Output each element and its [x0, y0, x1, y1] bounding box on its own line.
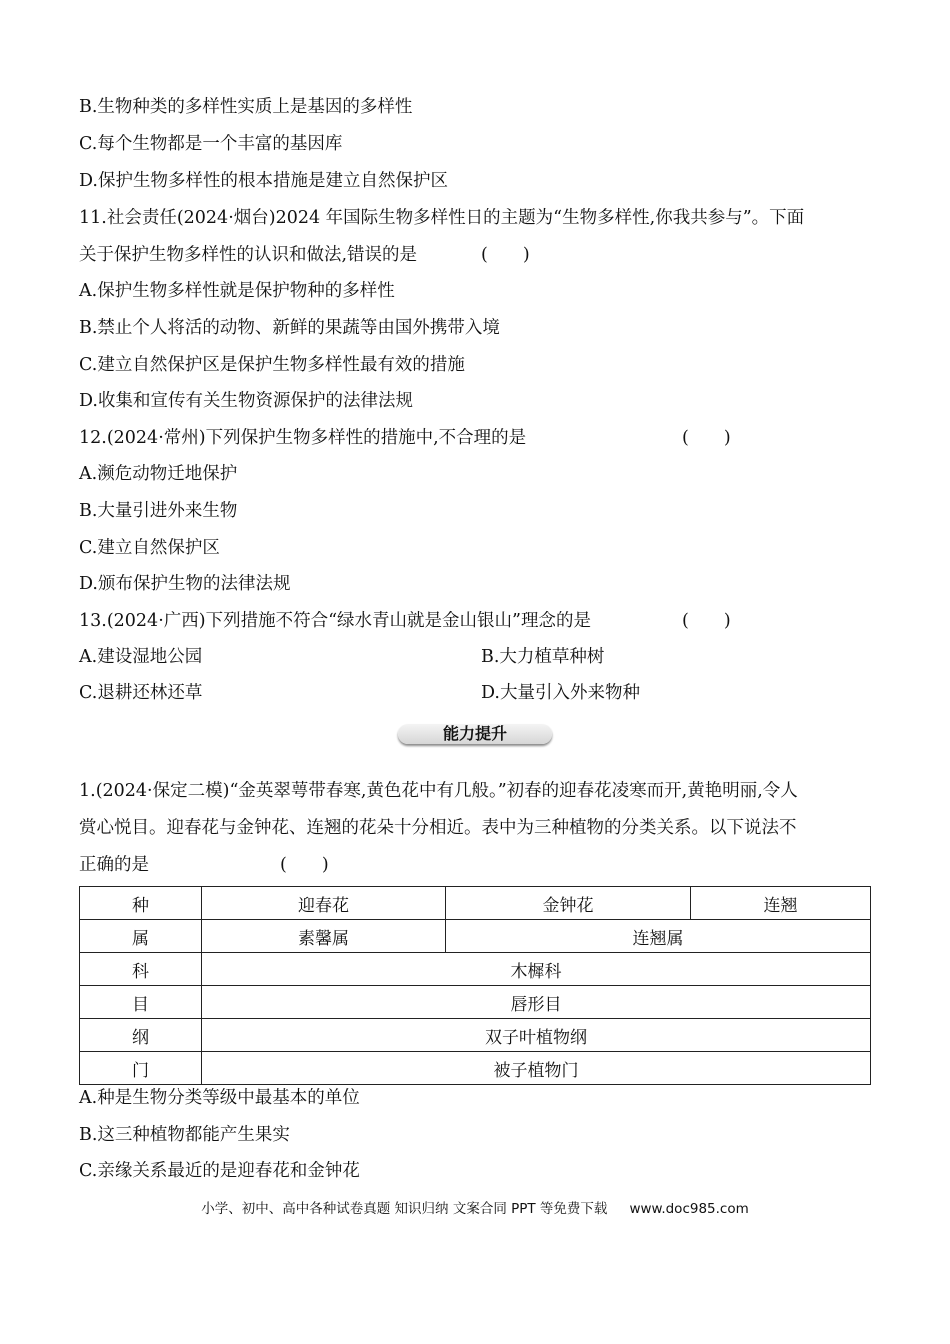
table-cell: 被子植物门 — [202, 1052, 871, 1085]
question-12-option-b: B.大量引进外来生物 — [79, 501, 238, 521]
question-11-option-a: A.保护生物多样性就是保护物种的多样性 — [79, 281, 395, 301]
table-cell: 连翘属 — [446, 920, 871, 953]
question-12-option-a: A.濒危动物迁地保护 — [79, 464, 238, 484]
ability-question-1-option-b: B.这三种植物都能产生果实 — [79, 1125, 290, 1145]
table-cell: 唇形目 — [202, 986, 871, 1019]
footer-text: 小学、初中、高中各种试卷真题 知识归纳 文案合同 PPT 等免费下载 — [201, 1201, 608, 1217]
option-d-prev: D.保护生物多样性的根本措施是建立自然保护区 — [79, 171, 448, 191]
rank-cell: 目 — [80, 986, 202, 1019]
table-row — [80, 887, 871, 920]
footer-site-link[interactable]: www.doc985.com — [629, 1201, 749, 1217]
table-cell: 木樨科 — [202, 953, 871, 986]
question-12-option-c: C.建立自然保护区 — [79, 538, 220, 558]
table-cell: 迎春花 — [202, 887, 446, 920]
question-13-option-b: B.大力植草种树 — [481, 647, 605, 667]
question-11-option-b: B.禁止个人将活的动物、新鲜的果蔬等由国外携带入境 — [79, 318, 500, 338]
table-row — [80, 1019, 871, 1052]
question-11-option-d: D.收集和宣传有关生物资源保护的法律法规 — [79, 391, 413, 411]
question-11-answer-paren: ( ) — [481, 245, 530, 265]
ability-question-1-stem-line1: 1.(2024·保定二模)“金英翠萼带春寒,黄色花中有几般。”初春的迎春花凌寒而开,黄艳明丽,令人 — [79, 781, 798, 801]
question-11-stem-line1: 11.社会责任(2024·烟台)2024 年国际生物多样性日的主题为“生物多样性,你我共参与”。下面 — [79, 208, 805, 228]
table-row — [80, 986, 871, 1019]
ability-question-1-answer-paren: ( ) — [280, 855, 329, 875]
question-12-option-d: D.颁布保护生物的法律法规 — [79, 574, 291, 594]
rank-cell: 科 — [80, 953, 202, 986]
table-row — [80, 953, 871, 986]
ability-question-1-option-c: C.亲缘关系最近的是迎春花和金钟花 — [79, 1161, 360, 1181]
rank-cell: 门 — [80, 1052, 202, 1085]
ability-question-1-option-a: A.种是生物分类等级中最基本的单位 — [79, 1088, 360, 1108]
rank-cell: 属 — [80, 920, 202, 953]
rank-cell: 纲 — [80, 1019, 202, 1052]
question-11-option-c: C.建立自然保护区是保护生物多样性最有效的措施 — [79, 355, 465, 375]
classification-table — [79, 886, 871, 1085]
question-11-stem-line2: 关于保护生物多样性的认识和做法,错误的是 — [79, 245, 418, 265]
page-footer — [0, 1197, 950, 1217]
table-cell: 金钟花 — [446, 887, 691, 920]
table-cell: 素馨属 — [202, 920, 446, 953]
table-cell: 双子叶植物纲 — [202, 1019, 871, 1052]
question-12-answer-paren: ( ) — [682, 428, 731, 448]
option-b-prev: B.生物种类的多样性实质上是基因的多样性 — [79, 97, 413, 117]
table-row — [80, 1052, 871, 1085]
option-c-prev: C.每个生物都是一个丰富的基因库 — [79, 134, 343, 154]
question-13-option-a: A.建设湿地公园 — [79, 647, 203, 667]
ability-question-1-stem-line2: 赏心悦目。迎春花与金钟花、连翘的花朵十分相近。表中为三种植物的分类关系。以下说法不 — [79, 818, 797, 838]
table-row — [80, 920, 871, 953]
ability-question-1-stem-line3: 正确的是 — [79, 855, 149, 875]
table-cell: 连翘 — [691, 887, 871, 920]
question-13-stem: 13.(2024·广西)下列措施不符合“绿水青山就是金山银山”理念的是 — [79, 611, 591, 631]
question-13-option-c: C.退耕还林还草 — [79, 683, 203, 703]
question-12-stem: 12.(2024·常州)下列保护生物多样性的措施中,不合理的是 — [79, 428, 527, 448]
rank-cell: 种 — [80, 887, 202, 920]
question-13-answer-paren: ( ) — [682, 611, 731, 631]
section-heading-ability: 能力提升 — [398, 724, 552, 744]
question-13-option-d: D.大量引入外来物种 — [481, 683, 640, 703]
